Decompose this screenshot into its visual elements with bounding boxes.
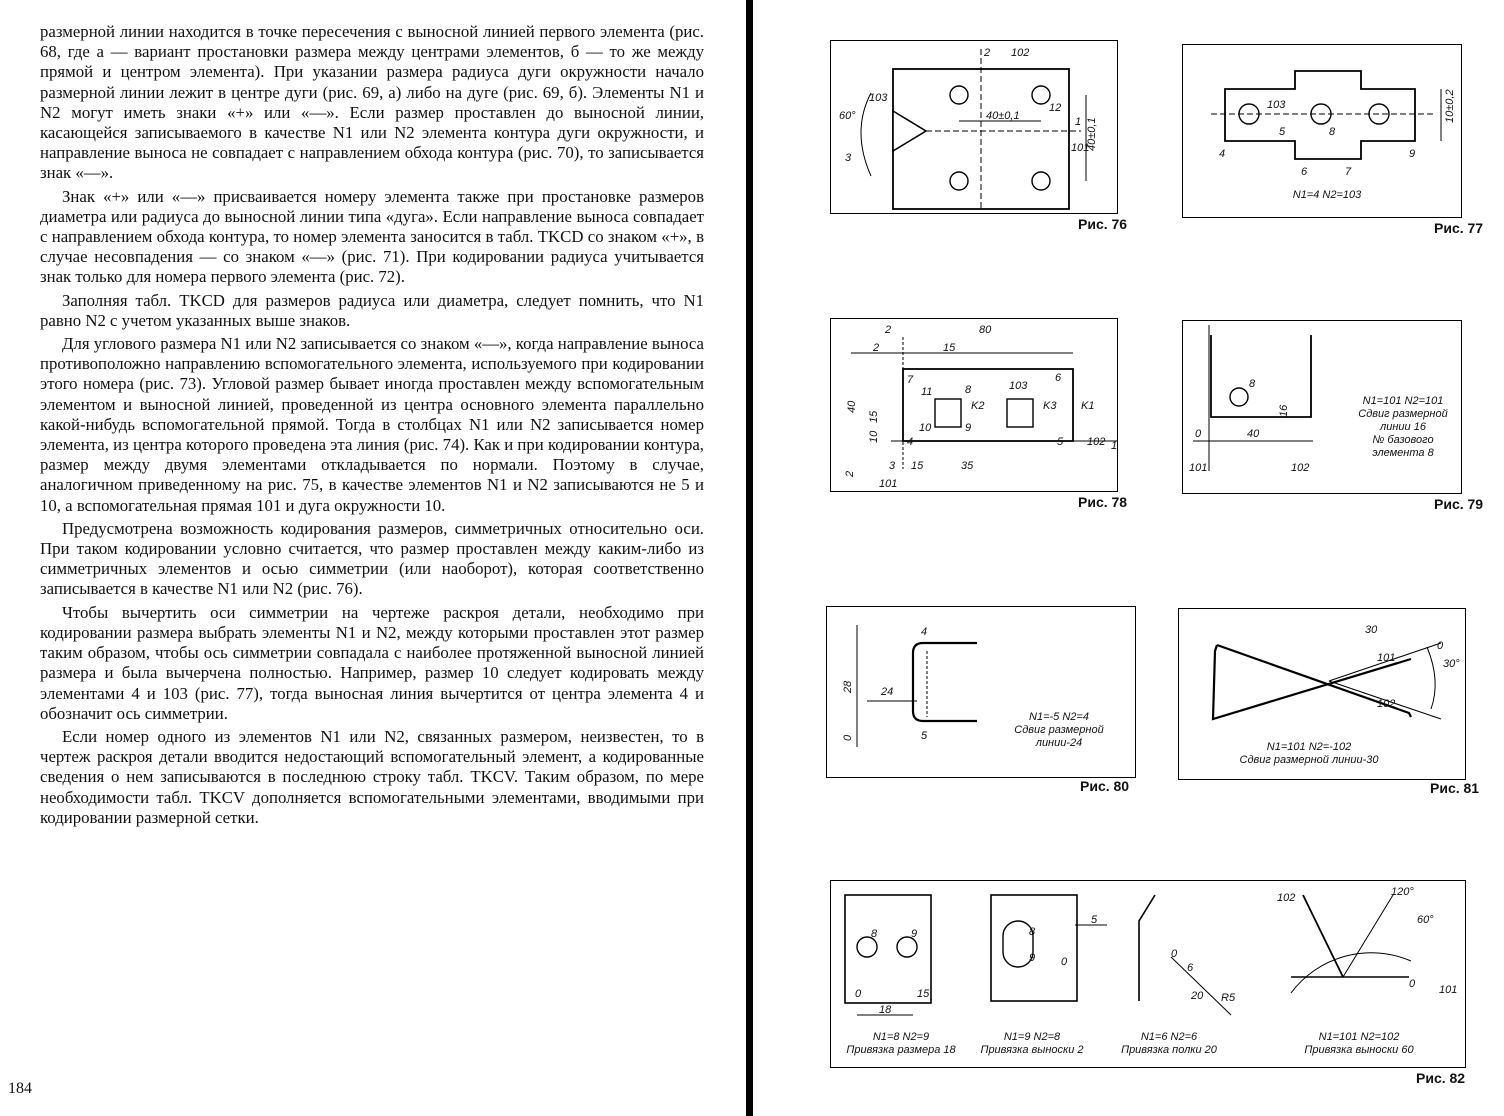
svg-text:8: 8 <box>1329 126 1336 138</box>
svg-text:6: 6 <box>1187 962 1194 974</box>
svg-text:18: 18 <box>879 1004 892 1016</box>
svg-text:24: 24 <box>881 686 894 698</box>
figure-82 <box>830 880 1466 1068</box>
svg-text:2: 2 <box>873 342 880 354</box>
svg-text:5: 5 <box>921 730 928 742</box>
svg-text:28: 28 <box>842 680 854 693</box>
figure-80-labels <box>842 626 928 742</box>
figure-80-note: N1=-5 N2=4 Сдвиг размерной линии-24 <box>1014 711 1104 749</box>
caption-76: Рис. 76 <box>1078 216 1128 232</box>
figure-81-note: N1=101 N2=-102 Сдвиг размерной линии-30 <box>1239 741 1379 766</box>
figure-77 <box>1182 44 1462 218</box>
svg-text:0: 0 <box>842 734 854 741</box>
left-page-text <box>40 22 704 831</box>
svg-text:1: 1 <box>1111 440 1117 452</box>
figure-79 <box>1182 320 1462 494</box>
svg-text:0: 0 <box>1409 978 1416 990</box>
svg-text:9: 9 <box>911 928 918 940</box>
svg-text:9: 9 <box>965 422 972 434</box>
svg-text:4: 4 <box>907 436 914 448</box>
caption-80: Рис. 80 <box>1080 778 1130 794</box>
svg-text:K3: K3 <box>1043 400 1057 412</box>
svg-text:0: 0 <box>855 988 862 1000</box>
caption-82: Рис. 82 <box>1416 1070 1466 1086</box>
figure-80-drawing <box>827 607 1135 777</box>
paragraph-4: Для углового размера N1 или N2 записывается со знаком «—», когда направление выноса противоположно направлению вспомогательного элемента, используемого при кодировании этого номера (рис. 73). Угловой размер бывает иногда проставлен между вспомогательным элементом и выносной линией, проведенной из центра основного элемента параллельно какой-нибудь вспомогательной прямой. Тогда в столбцах N1 или N2 записывается номер элемента, из центра которого проведена эта линия (рис. 74). Как и при кодировании контура, размер между двумя элементами откладывается по нормали. Поэтому в случае, аналогичном приведенному на рис. 75, в качестве элементов N1 и N2 записываются не 5 и 10, а вспомогательная прямая 101 и дуга окружности 10. <box>40 334 704 515</box>
fig76-label: 12 <box>1049 102 1062 114</box>
svg-text:0: 0 <box>1195 428 1202 440</box>
svg-text:8: 8 <box>1029 926 1036 938</box>
fig76-label: 3 <box>845 152 852 164</box>
svg-text:15: 15 <box>943 342 956 354</box>
figure-82-note-3: N1=6 N2=6 Привязка полки 20 <box>1121 1031 1217 1056</box>
svg-text:4: 4 <box>1219 148 1226 160</box>
fig76-label: 40±0,1 <box>986 110 1020 122</box>
svg-text:101: 101 <box>1439 984 1458 996</box>
fig76-label: 1 <box>1075 116 1082 128</box>
svg-text:35: 35 <box>961 460 974 472</box>
svg-text:7: 7 <box>1345 166 1352 178</box>
svg-text:30: 30 <box>1365 624 1378 636</box>
svg-text:4: 4 <box>921 626 928 638</box>
svg-text:103: 103 <box>1009 380 1028 392</box>
svg-text:102: 102 <box>1277 892 1296 904</box>
svg-text:60°: 60° <box>1417 914 1434 926</box>
svg-text:11: 11 <box>921 386 933 398</box>
svg-text:2: 2 <box>885 324 892 336</box>
figure-77-note: N1=4 N2=103 <box>1292 189 1362 201</box>
caption-79: Рис. 79 <box>1434 496 1484 512</box>
figure-77-labels <box>1219 89 1456 178</box>
figure-76-drawing <box>831 41 1117 213</box>
fig76-label: 60° <box>839 110 856 122</box>
svg-text:6: 6 <box>1301 166 1308 178</box>
figure-76-labels <box>839 47 1098 164</box>
svg-text:80: 80 <box>979 324 992 336</box>
fig76-label: 101 <box>1071 142 1090 154</box>
svg-text:30°: 30° <box>1443 658 1460 670</box>
svg-text:K2: K2 <box>971 400 985 412</box>
svg-text:40: 40 <box>846 400 858 413</box>
paragraph-7: Если номер одного из элементов N1 или N2, связанных размером, неизвестен, то в чертеж раскроя детали вводится недостающий вспомогательный элемент, а кодированные сведения о нем записываются в последнюю строку табл. TKCV. Таким образом, по мере необходимости табл. TKCV дополняется вспомогательными элементами, вводимыми при кодировании размерной сетки. <box>40 726 704 827</box>
svg-text:15: 15 <box>868 410 880 423</box>
figure-82-note-4: N1=101 N2=102 Привязка выноски 60 <box>1304 1031 1414 1056</box>
svg-text:10: 10 <box>868 430 880 443</box>
svg-text:102: 102 <box>1087 436 1106 448</box>
figure-79-note: N1=101 N2=101 Сдвиг размерной линии 16 № базового элемента 8 <box>1358 395 1448 459</box>
figure-82-note-2: N1=9 N2=8 Привязка выноски 2 <box>980 1031 1084 1056</box>
fig76-label: 102 <box>1011 47 1030 59</box>
figure-82-note-1: N1=8 N2=9 Привязка размера 18 <box>846 1031 956 1056</box>
fig76-label: 40±0,1 <box>1086 117 1098 151</box>
figure-78-labels <box>844 324 1117 490</box>
figure-79-labels <box>1189 378 1309 474</box>
svg-text:8: 8 <box>965 384 972 396</box>
svg-text:40: 40 <box>1247 428 1260 440</box>
svg-text:120°: 120° <box>1391 886 1414 898</box>
page-divider <box>746 0 753 1116</box>
paragraph-2: Знак «+» или «—» присваивается номеру элемента также при простановке размеров диаметра или радиуса до выносной линии типа «дуга». Если направление выноса совпадает с направлением обхода контура, то номер элемента заносится в табл. TKCD со знаком «+», в случае несовпадения — со знаком «—» (рис. 71). При кодировании радиуса учитывается знак только для номера первого элемента (рис. 72). <box>40 186 704 287</box>
svg-text:3: 3 <box>889 460 896 472</box>
figure-81 <box>1178 608 1466 780</box>
svg-text:102: 102 <box>1377 698 1396 710</box>
svg-text:10±0,2: 10±0,2 <box>1444 89 1456 123</box>
paragraph-1: размерной линии находится в точке пересечения с выносной линией первого элемента (рис. 68, где а — вариант простановки размера между центрами элементов, б — то же между прямой и центром элемента). При указании размера радиуса дуги окружности начало размерной линии лежит в центре дуги (рис. 69, а) либо на дуге (рис. 69, б). Элементы N1 и N2 могут иметь знаки «+» или «—». Если размер проставлен до выносной линии, касающейся записываемого в качестве N1 или N2 элемента контура дуги окружности, и направление выноса не совпадает с направлением обхода контура (рис. 70), то записывается знак «—». <box>40 22 704 183</box>
svg-text:10: 10 <box>919 422 932 434</box>
svg-text:5: 5 <box>1057 436 1064 448</box>
paragraph-6: Чтобы вычертить оси симметрии на чертеже раскроя детали, необходимо при кодировании размера выбрать элементы N1 и N2, между которыми проставлен этот размер таким образом, чтобы ось симметрии совпадала с наиболее протяженной выносной линией размера и была вычерчена полностью. Например, размер 10 следует кодировать между элементами 4 и 103 (рис. 77), тогда выносная линия вычертится от центра элемента 4 и обозначит ось симметрии. <box>40 602 704 723</box>
svg-text:5: 5 <box>1091 914 1098 926</box>
svg-text:20: 20 <box>1191 990 1204 1002</box>
figure-78 <box>830 318 1118 492</box>
paragraph-5: Предусмотрена возможность кодирования размеров, симметричных относительно оси. При таком кодировании условно считается, что размер проставлен между каким-либо из симметричных элементов и осью симметрии (или наоборот), которая соответственно записывается в качестве N1 или N2 (рис. 76). <box>40 518 704 599</box>
svg-text:9: 9 <box>1029 952 1036 964</box>
fig76-label: 103 <box>869 92 888 104</box>
svg-text:K1: K1 <box>1081 400 1095 412</box>
svg-text:8: 8 <box>1249 378 1256 390</box>
svg-text:R5: R5 <box>1221 992 1236 1004</box>
figure-80 <box>826 606 1136 778</box>
svg-text:101: 101 <box>1189 462 1208 474</box>
caption-77: Рис. 77 <box>1434 220 1484 236</box>
caption-78: Рис. 78 <box>1078 494 1128 510</box>
paragraph-3: Заполняя табл. TKCD для размеров радиуса или диаметра, следует помнить, что N1 равно N2 с учетом указанных выше знаков. <box>40 290 704 330</box>
svg-text:16: 16 <box>1278 404 1290 417</box>
svg-text:15: 15 <box>917 988 930 1000</box>
svg-text:0: 0 <box>1437 640 1444 652</box>
svg-text:2: 2 <box>844 470 856 477</box>
svg-text:0: 0 <box>1171 948 1178 960</box>
figure-78-drawing <box>831 319 1117 491</box>
figure-81-labels <box>1365 624 1460 710</box>
svg-text:7: 7 <box>907 374 914 386</box>
fig76-label: 2 <box>984 47 991 59</box>
svg-text:102: 102 <box>1291 462 1310 474</box>
svg-text:0: 0 <box>1061 956 1068 968</box>
svg-text:103: 103 <box>1267 99 1286 111</box>
caption-81: Рис. 81 <box>1430 780 1480 796</box>
svg-text:8: 8 <box>871 928 878 940</box>
figure-82-labels <box>855 886 1457 1016</box>
svg-text:101: 101 <box>879 478 898 490</box>
page-number: 184 <box>8 1080 32 1097</box>
svg-text:101: 101 <box>1377 652 1396 664</box>
figure-76 <box>830 40 1118 214</box>
svg-text:6: 6 <box>1055 372 1062 384</box>
svg-text:15: 15 <box>911 460 924 472</box>
svg-text:9: 9 <box>1409 148 1416 160</box>
svg-text:5: 5 <box>1279 126 1286 138</box>
